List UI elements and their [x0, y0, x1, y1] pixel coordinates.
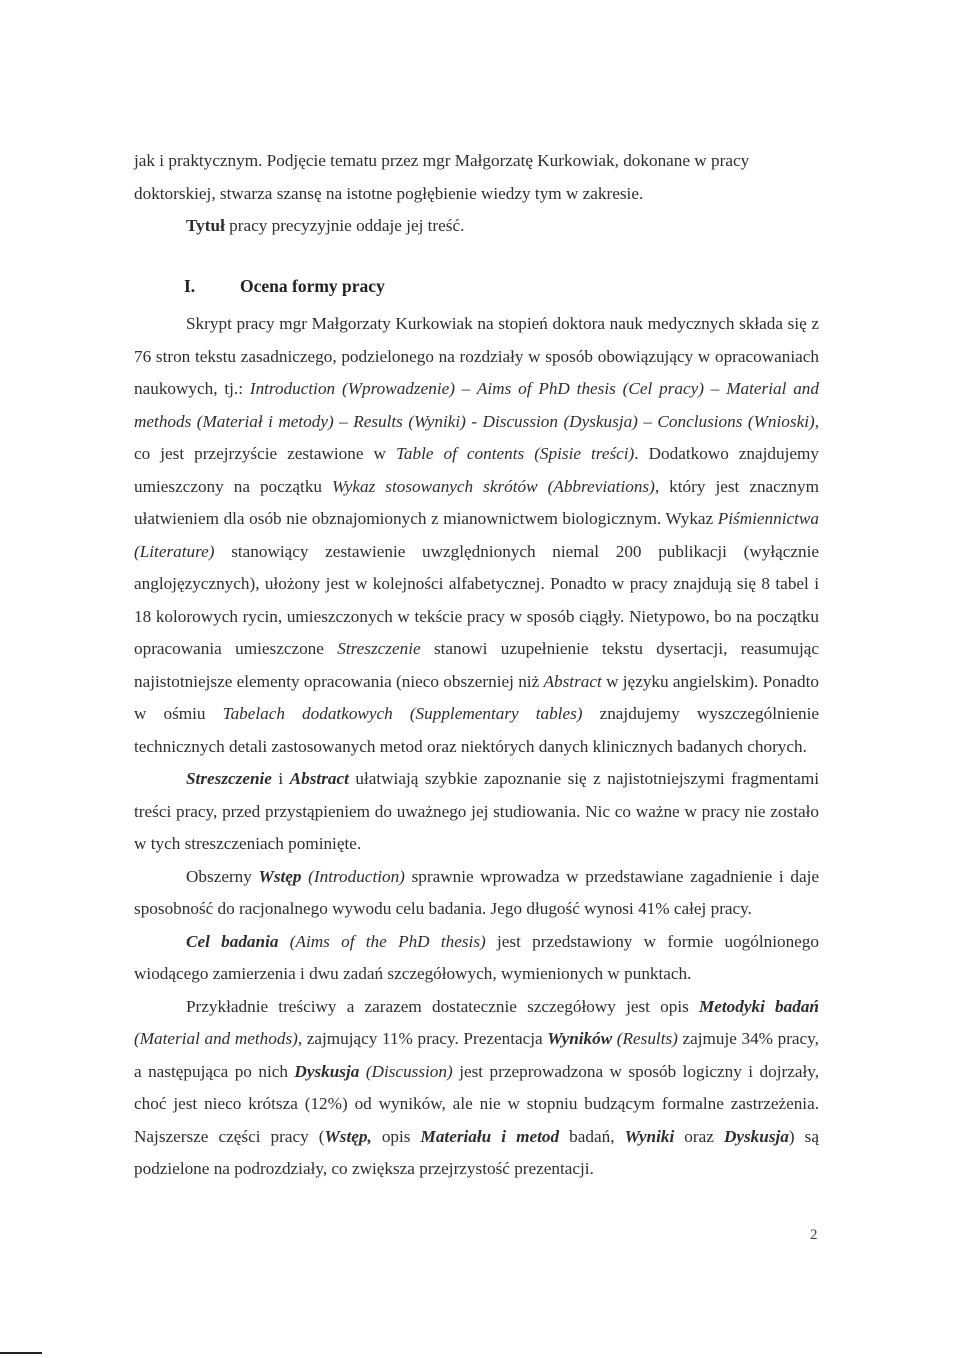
intro-line-2: doktorskiej, stwarza szansę na istotne pogłębienie wiedzy tym w zakresie.	[134, 183, 644, 203]
paragraph-introduction: Obszerny Wstęp (Introduction) sprawnie wprowadza w przedstawiane zagadnienie i daje sposobność do racjonalnego wywodu celu badania. Jego długość wynosi 41% całej pracy.	[134, 866, 819, 918]
paragraph-aims: Cel badania (Aims of the PhD thesis) jest przedstawiony w formie uogólnionego wiodącego zamierzenia i dwu zadań szczegółowych, wymienionych w punktach.	[134, 931, 819, 983]
intro-line-1: jak i praktycznym. Podjęcie tematu przez mgr Małgorzatę Kurkowiak, dokonane w pracy	[134, 151, 750, 170]
page-number: 2	[810, 1227, 818, 1243]
section-heading	[184, 276, 385, 297]
section-number: I.	[184, 276, 196, 296]
intro-block	[134, 145, 819, 243]
title-label: Tytuł	[186, 216, 225, 235]
paragraph-abstract: Streszczenie i Abstract ułatwiają szybkie zapoznanie się z najistotniejszymi fragmentami treści pracy, przed przystąpieniem do uważnego jej studiowania. Nic co ważne w pracy nie zostało w tych streszczeniach pominięte.	[134, 769, 819, 853]
body-text	[134, 308, 819, 1186]
paragraph-form: Skrypt pracy mgr Małgorzaty Kurkowiak na stopień doktora nauk medycznych składa się z 76 stron tekstu zasadniczego, podzielonego na rozdziały w sposób obowiązujący w opracowaniach naukowych, tj.: Introduction (Wprowadzenie) – Aims of PhD thesis (Cel pracy) – Material and methods (Materiał i metody) – Results (Wyniki) - Discussion (Dyskusja) – Conclusions (Wnioski), co jest przejrzyście zestawione w Table of contents (Spisie treści). Dodatkowo znajdujemy umieszczony na początku Wykaz stosowanych skrótów (Abbreviations), który jest znacznym ułatwieniem dla osób nie obznajomionych z mianownictwem biologicznym. Wykaz Piśmiennictwa (Literature) stanowiący zestawienie uwzględnionych niemal 200 publikacji (wyłącznie anglojęzycznych), ułożony jest w kolejności alfabetycznej. Ponadto w pracy znajdują się 8 tabel i 18 kolorowych rycin, umieszczonych w tekście pracy w sposób ciągły. Nietypowo, bo na początku opracowania umieszczone Streszczenie stanowi uzupełnienie tekstu dysertacji, reasumując najistotniejsze elementy opracowania (nieco obszerniej niż Abstract w języku angielskim). Ponadto w ośmiu Tabelach dodatkowych (Supplementary tables) znajdujemy wyszczególnienie technicznych detali zastosowanych metod oraz niektórych danych klinicznych badanych chorych.	[134, 314, 819, 756]
scan-edge-mark	[0, 1352, 42, 1354]
section-title: Ocena formy pracy	[240, 276, 385, 296]
title-sentence: Tytuł pracy precyzyjnie oddaje jej treść.	[186, 216, 465, 235]
paragraph-methods-results: Przykładnie treściwy a zarazem dostatecznie szczegółowy jest opis Metodyki badań (Material and methods), zajmujący 11% pracy. Prezentacja Wyników (Results) zajmuje 34% pracy, a następująca po nich Dyskusja (Discussion) jest przeprowadzona w sposób logiczny i dojrzały, choć jest nieco krótsza (12%) od wyników, ale nie w stopniu budzącym formalne zastrzeżenia. Najszersze części pracy (Wstęp, opis Materiału i metod badań, Wyniki oraz Dyskusja) są podzielone na podrozdziały, co zwiększa przejrzystość prezentacji.	[134, 996, 819, 1178]
